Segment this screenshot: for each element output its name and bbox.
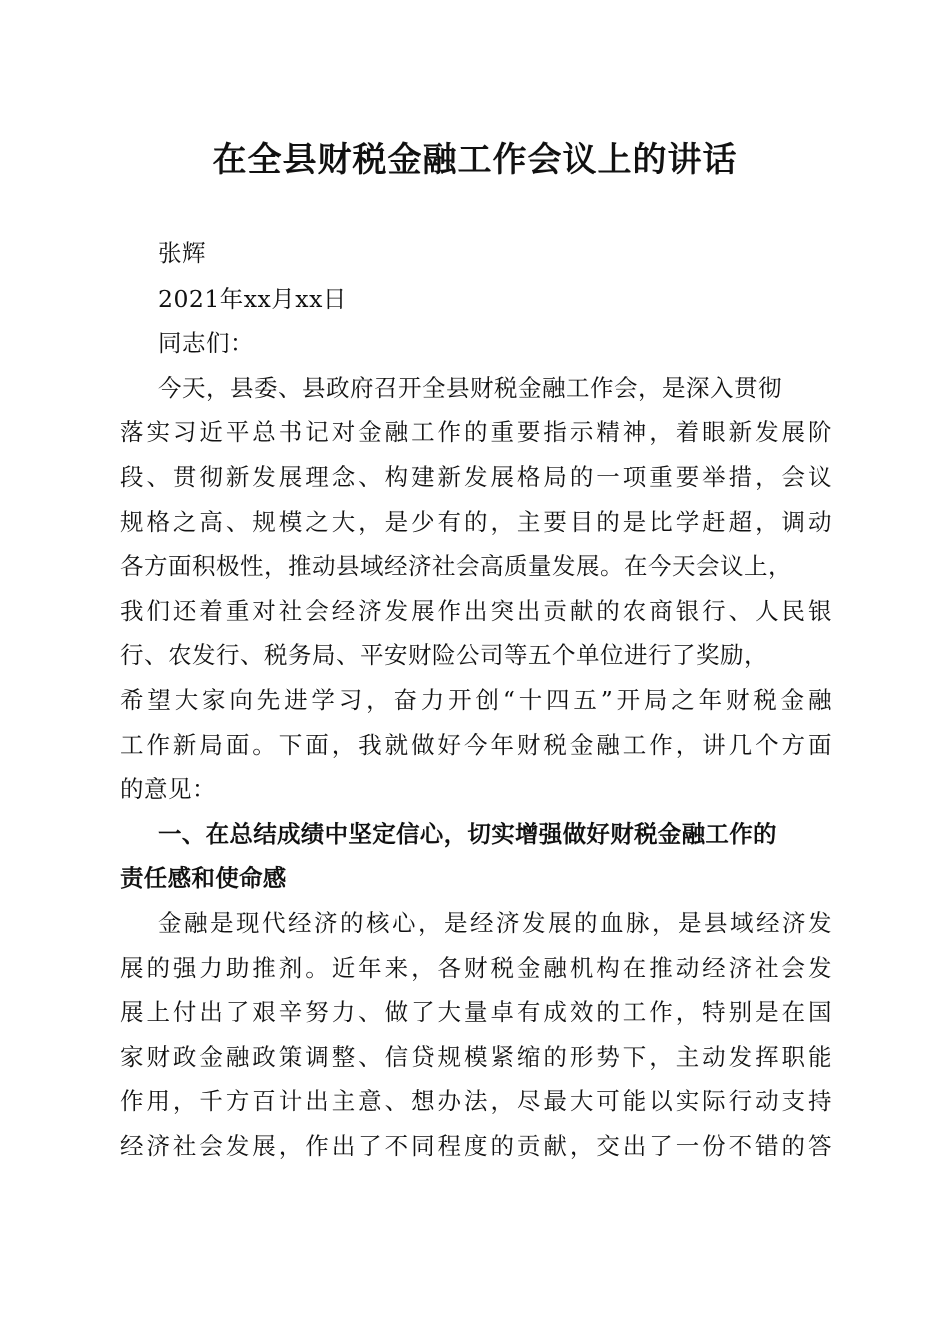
paragraph-line: 家财政金融政策调整、信贷规模紧缩的形势下，主动发挥职能 bbox=[120, 1043, 832, 1071]
document-title: 在全县财税金融工作会议上的讲话 bbox=[212, 140, 738, 180]
paragraph-line: 的意见： bbox=[120, 775, 216, 803]
salutation-line: 同志们： bbox=[158, 329, 254, 357]
paragraph-line: 工作新局面。下面，我就做好今年财税金融工作，讲几个方面 bbox=[120, 731, 832, 759]
paragraph-line: 行、农发行、税务局、平安财险公司等五个单位进行了奖励， bbox=[120, 641, 768, 669]
paragraph-line: 展上付出了艰辛努力、做了大量卓有成效的工作，特别是在国 bbox=[120, 998, 832, 1026]
section-heading-line: 一、在总结成绩中坚定信心，切实增强做好财税金融工作的 bbox=[158, 820, 777, 848]
section-heading-line: 责任感和使命感 bbox=[120, 864, 287, 892]
paragraph-line: 我们还着重对社会经济发展作出突出贡献的农商银行、人民银 bbox=[120, 597, 832, 625]
paragraph-line: 规格之高、规模之大，是少有的，主要目的是比学赶超，调动 bbox=[120, 508, 832, 536]
paragraph-line: 经济社会发展，作出了不同程度的贡献，交出了一份不错的答 bbox=[120, 1132, 832, 1160]
paragraph-line: 今天，县委、县政府召开全县财税金融工作会，是深入贯彻 bbox=[158, 374, 782, 402]
paragraph-line: 各方面积极性，推动县域经济社会高质量发展。在今天会议上， bbox=[120, 552, 792, 580]
author-line: 张辉 bbox=[158, 239, 206, 267]
paragraph-line: 段、贯彻新发展理念、构建新发展格局的一项重要举措，会议 bbox=[120, 463, 832, 491]
paragraph-line: 希望大家向先进学习，奋力开创“十四五”开局之年财税金融 bbox=[120, 686, 832, 714]
paragraph-line: 作用，千方百计出主意、想办法，尽最大可能以实际行动支持 bbox=[120, 1087, 832, 1115]
paragraph-line: 落实习近平总书记对金融工作的重要指示精神，着眼新发展阶 bbox=[120, 418, 832, 446]
paragraph-line: 展的强力助推剂。近年来，各财税金融机构在推动经济社会发 bbox=[120, 954, 832, 982]
paragraph-line: 金融是现代经济的核心，是经济发展的血脉，是县域经济发 bbox=[158, 909, 832, 937]
date-line: 2021年xx月xx日 bbox=[158, 285, 347, 313]
